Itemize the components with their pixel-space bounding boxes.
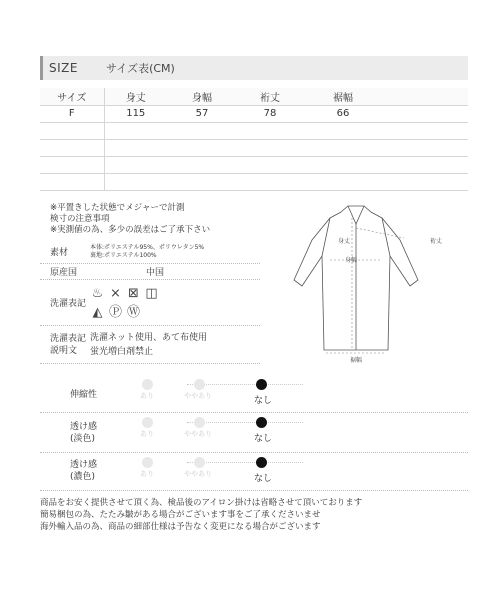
spec-description-row <box>40 326 260 364</box>
sleeve-col-header: 裄丈 <box>237 88 303 105</box>
table-row <box>40 139 468 156</box>
hem-col-header: 裾幅 <box>303 88 383 105</box>
hang-dry-icon: ◫ <box>145 285 158 301</box>
feel-name: 透け感 <box>70 422 98 432</box>
option-dot-selected <box>256 379 267 390</box>
no-tumble-dry-icon: ⊠ <box>128 285 139 301</box>
size-label: SIZE <box>49 61 78 75</box>
width-label: 身幅 <box>345 257 358 264</box>
feel-name-sub: (淡色) <box>70 434 96 444</box>
wash-label: 洗濯表記 <box>50 299 87 309</box>
hem-label: 裾幅 <box>350 357 363 364</box>
description-label-line: 洗濯表記 <box>50 333 87 344</box>
description-label <box>40 333 90 357</box>
spec-origin-row <box>40 264 260 280</box>
width-col-header: 身幅 <box>167 88 237 105</box>
material-value-line: 本体:ポリエステル95%、ポリウレタン5% <box>90 243 205 251</box>
hem-cell: 66 <box>303 105 383 122</box>
feel-row-stretch <box>40 377 468 413</box>
feel-name: 伸縮性 <box>70 390 98 400</box>
option-label: あり <box>140 430 154 438</box>
wash-30-icon: ♨ <box>91 285 104 301</box>
option-dot-selected <box>256 417 267 428</box>
feel-name-sub: (濃色) <box>70 472 96 482</box>
feel-row-sheer-light <box>40 415 468 453</box>
option-dot <box>142 457 153 468</box>
measurement-notes <box>50 203 210 236</box>
option-label-selected: なし <box>254 474 273 484</box>
wash-icons <box>90 285 170 321</box>
option-dot <box>194 379 205 390</box>
material-label: 素材 <box>50 248 69 258</box>
sleeve-label: 裄丈 <box>430 238 443 245</box>
footer-notes <box>40 497 362 533</box>
option-dot <box>142 379 153 390</box>
size-table-header-row <box>40 88 468 105</box>
description-value <box>90 331 260 359</box>
width-cell: 57 <box>167 105 237 122</box>
iron-low-icon: ◭ <box>92 304 103 320</box>
size-chart-label: サイズ表(CM) <box>105 62 175 75</box>
length-cell: 115 <box>104 105 167 122</box>
note-line: ※実測値の為、多少の誤差はご了承下さい <box>50 225 211 235</box>
option-dot <box>142 417 153 428</box>
description-label-line: 説明文 <box>50 345 78 356</box>
option-label: ややあり <box>184 392 212 400</box>
table-row <box>40 173 468 190</box>
option-label: あり <box>140 470 154 478</box>
note-line: ※平置きした状態でメジャーで計測 <box>50 203 185 213</box>
option-label-selected: なし <box>254 434 273 444</box>
spec-material-row <box>40 240 260 264</box>
option-dot-selected <box>256 457 267 468</box>
footer-line: 商品をお安く提供させて頂く為、検品後のアイロン掛けは省略させて頂いております <box>40 498 363 508</box>
table-row <box>40 105 468 122</box>
size-table <box>40 88 468 191</box>
origin-label: 原産国 <box>50 268 78 278</box>
size-cell: F <box>40 105 104 122</box>
option-label: ややあり <box>184 470 212 478</box>
table-row <box>40 156 468 173</box>
footer-line: 海外輸入品の為、商品の細部仕様は予告なく変更になる場合がございます <box>40 522 321 532</box>
origin-value: 中国 <box>145 268 164 278</box>
description-value-line: 洗濯ネット使用、あて布使用 <box>90 332 208 343</box>
size-header <box>40 56 468 80</box>
wet-clean-w-icon: Ⓦ <box>126 304 140 320</box>
option-dot <box>194 457 205 468</box>
footer-line: 簡易梱包の為、たたみ皺がある場合がございます事をご了承くださいませ <box>40 510 321 520</box>
description-value-line: 蛍光増白剤禁止 <box>90 346 154 357</box>
feel-row-sheer-dark <box>40 455 468 491</box>
feel-name: 透け感 <box>70 460 98 470</box>
option-label: あり <box>140 392 154 400</box>
table-row <box>40 122 468 139</box>
option-label-selected: なし <box>254 396 273 406</box>
coat-diagram <box>286 200 426 360</box>
option-dot <box>194 417 205 428</box>
option-label: ややあり <box>184 430 212 438</box>
size-col-header: サイズ <box>40 88 104 105</box>
material-value <box>90 244 260 260</box>
note-line: 検寸の注意事項 <box>50 214 110 224</box>
body-length-label: 身丈 <box>338 238 351 245</box>
material-value-line: 裏地:ポリエステル100% <box>90 251 157 259</box>
length-col-header: 身丈 <box>104 88 167 105</box>
no-bleach-icon: ⨯ <box>110 285 121 301</box>
spec-wash-row <box>40 280 260 326</box>
sleeve-cell: 78 <box>237 105 303 122</box>
dry-clean-p-icon: Ⓟ <box>108 304 122 320</box>
